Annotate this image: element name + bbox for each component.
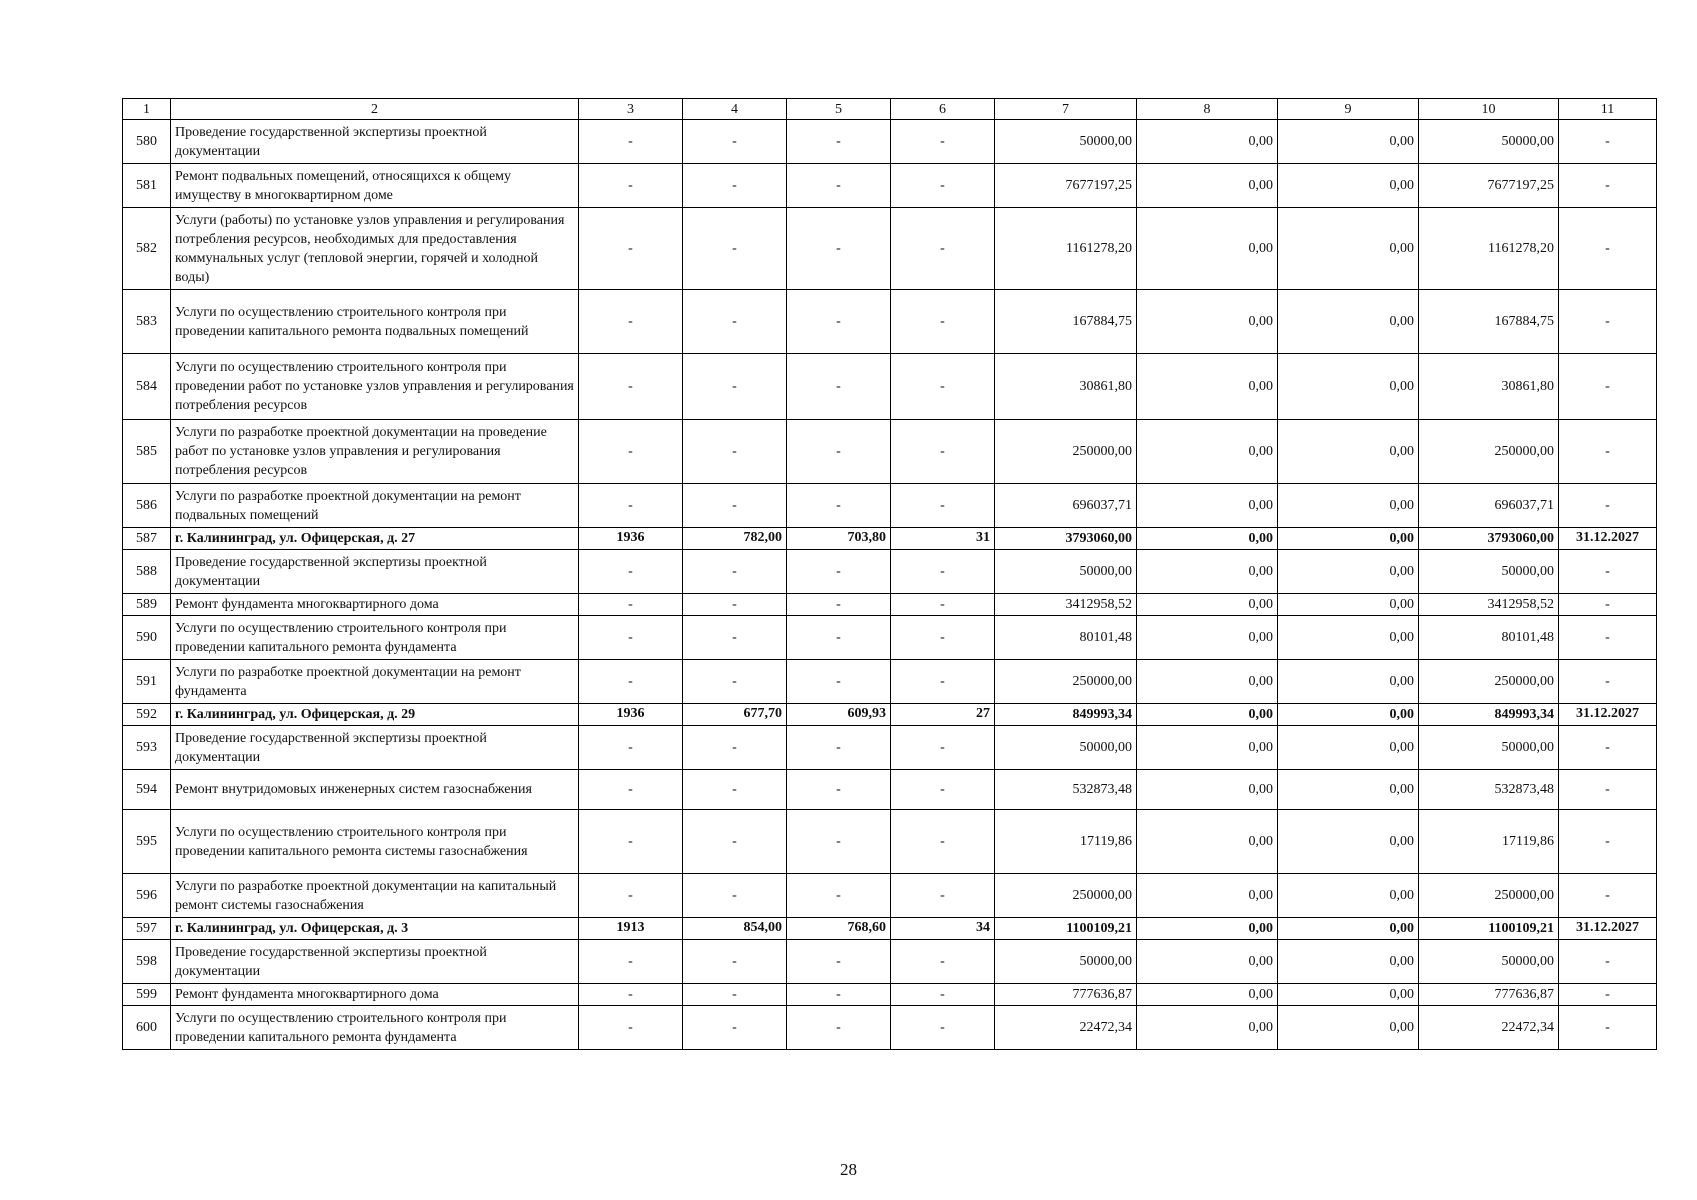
area-living-cell: - [787,120,891,164]
item-name-cell: Услуги (работы) по установке узлов управления и регулирования потребления ресурсов, необходимых для предоставления коммунальных услуг (тепловой энергии, горячей и холодной воды) [171,208,579,290]
cost-owners-cell: 167884,75 [1419,290,1559,354]
item-name-cell: Услуги по осуществлению строительного контроля при проведении капитального ремонта подвальных помещений [171,290,579,354]
cost-total-cell: 3412958,52 [995,594,1137,616]
header-cell: 7 [995,99,1137,120]
cost-fund-cell: 0,00 [1137,984,1278,1006]
row-number-cell: 597 [123,918,171,940]
area-total-cell: - [683,164,787,208]
year-cell: - [579,726,683,770]
area-living-cell: - [787,940,891,984]
row-number-cell: 594 [123,770,171,810]
header-cell: 5 [787,99,891,120]
area-total-cell: - [683,810,787,874]
year-cell: - [579,120,683,164]
document-sheet [122,98,1656,1050]
year-cell: - [579,594,683,616]
area-living-cell: - [787,984,891,1006]
residents-cell: - [891,616,995,660]
cost-fund-cell: 0,00 [1137,874,1278,918]
area-living-cell: - [787,616,891,660]
year-cell: - [579,290,683,354]
cost-fund-cell: 0,00 [1137,484,1278,528]
cost-fund-cell: 0,00 [1137,550,1278,594]
cost-budget-cell: 0,00 [1278,120,1419,164]
cost-total-cell: 50000,00 [995,120,1137,164]
header-cell: 9 [1278,99,1419,120]
work-item-row [123,484,1657,528]
row-number-cell: 591 [123,660,171,704]
cost-owners-cell: 849993,34 [1419,704,1559,726]
area-living-cell: - [787,420,891,484]
residents-cell: - [891,1006,995,1050]
area-total-cell: - [683,550,787,594]
area-living-cell: - [787,550,891,594]
residents-cell: 31 [891,528,995,550]
item-name-cell: Ремонт фундамента многоквартирного дома [171,594,579,616]
work-item-row [123,770,1657,810]
residents-cell: - [891,354,995,420]
area-total-cell: - [683,940,787,984]
residents-cell: - [891,726,995,770]
header-cell: 1 [123,99,171,120]
cost-fund-cell: 0,00 [1137,420,1278,484]
work-item-row [123,726,1657,770]
work-item-row [123,550,1657,594]
area-living-cell: - [787,290,891,354]
header-cell: 6 [891,99,995,120]
item-name-cell: Услуги по осуществлению строительного контроля при проведении капитального ремонта фундамента [171,616,579,660]
deadline-cell: - [1559,208,1657,290]
cost-budget-cell: 0,00 [1278,616,1419,660]
cost-owners-cell: 777636,87 [1419,984,1559,1006]
area-total-cell: - [683,726,787,770]
residents-cell: - [891,770,995,810]
residents-cell: - [891,290,995,354]
cost-owners-cell: 250000,00 [1419,874,1559,918]
row-number-cell: 598 [123,940,171,984]
area-total-cell: - [683,984,787,1006]
cost-total-cell: 7677197,25 [995,164,1137,208]
work-item-row [123,164,1657,208]
residents-cell: - [891,208,995,290]
area-living-cell: - [787,770,891,810]
cost-total-cell: 50000,00 [995,726,1137,770]
item-name-cell: г. Калининград, ул. Офицерская, д. 3 [171,918,579,940]
area-total-cell: - [683,484,787,528]
deadline-cell: - [1559,1006,1657,1050]
row-number-cell: 592 [123,704,171,726]
year-cell: - [579,420,683,484]
area-living-cell: - [787,354,891,420]
deadline-cell: - [1559,484,1657,528]
cost-total-cell: 250000,00 [995,660,1137,704]
work-item-row [123,874,1657,918]
row-number-cell: 584 [123,354,171,420]
item-name-cell: Услуги по осуществлению строительного контроля при проведении работ по установке узлов управления и регулирования потребления ресурсов [171,354,579,420]
item-name-cell: Ремонт подвальных помещений, относящихся к общему имуществу в многоквартирном доме [171,164,579,208]
area-total-cell: - [683,208,787,290]
residents-cell: - [891,420,995,484]
row-number-cell: 587 [123,528,171,550]
cost-budget-cell: 0,00 [1278,290,1419,354]
cost-owners-cell: 7677197,25 [1419,164,1559,208]
deadline-cell: 31.12.2027 [1559,528,1657,550]
cost-fund-cell: 0,00 [1137,354,1278,420]
header-cell: 2 [171,99,579,120]
residents-cell: - [891,660,995,704]
cost-fund-cell: 0,00 [1137,1006,1278,1050]
work-item-row [123,420,1657,484]
item-name-cell: Проведение государственной экспертизы проектной документации [171,550,579,594]
deadline-cell: - [1559,420,1657,484]
cost-fund-cell: 0,00 [1137,726,1278,770]
cost-fund-cell: 0,00 [1137,528,1278,550]
cost-total-cell: 849993,34 [995,704,1137,726]
header-cell: 10 [1419,99,1559,120]
deadline-cell: - [1559,770,1657,810]
residents-cell: - [891,550,995,594]
row-number-cell: 588 [123,550,171,594]
year-cell: 1913 [579,918,683,940]
work-item-row [123,810,1657,874]
deadline-cell: 31.12.2027 [1559,918,1657,940]
deadline-cell: - [1559,594,1657,616]
cost-budget-cell: 0,00 [1278,484,1419,528]
year-cell: - [579,810,683,874]
deadline-cell: 31.12.2027 [1559,704,1657,726]
year-cell: - [579,616,683,660]
item-name-cell: Услуги по разработке проектной документации на проведение работ по установке узлов управления и регулирования потребления ресурсов [171,420,579,484]
cost-total-cell: 250000,00 [995,874,1137,918]
row-number-cell: 600 [123,1006,171,1050]
year-cell: - [579,484,683,528]
address-row [123,704,1657,726]
area-total-cell: - [683,120,787,164]
cost-fund-cell: 0,00 [1137,704,1278,726]
cost-fund-cell: 0,00 [1137,120,1278,164]
year-cell: - [579,1006,683,1050]
cost-owners-cell: 30861,80 [1419,354,1559,420]
cost-owners-cell: 50000,00 [1419,726,1559,770]
year-cell: 1936 [579,704,683,726]
area-living-cell: - [787,726,891,770]
cost-total-cell: 3793060,00 [995,528,1137,550]
residents-cell: - [891,120,995,164]
header-cell: 4 [683,99,787,120]
cost-budget-cell: 0,00 [1278,528,1419,550]
row-number-cell: 595 [123,810,171,874]
item-name-cell: Услуги по разработке проектной документации на ремонт подвальных помещений [171,484,579,528]
area-total-cell: - [683,770,787,810]
header-cell: 11 [1559,99,1657,120]
residents-cell: - [891,940,995,984]
deadline-cell: - [1559,550,1657,594]
work-item-row [123,1006,1657,1050]
year-cell: - [579,550,683,594]
year-cell: - [579,660,683,704]
cost-total-cell: 30861,80 [995,354,1137,420]
cost-fund-cell: 0,00 [1137,770,1278,810]
cost-fund-cell: 0,00 [1137,594,1278,616]
cost-budget-cell: 0,00 [1278,594,1419,616]
area-living-cell: - [787,594,891,616]
address-row [123,528,1657,550]
residents-cell: - [891,594,995,616]
cost-fund-cell: 0,00 [1137,164,1278,208]
work-item-row [123,208,1657,290]
area-total-cell: - [683,1006,787,1050]
area-total-cell: 677,70 [683,704,787,726]
cost-owners-cell: 3412958,52 [1419,594,1559,616]
deadline-cell: - [1559,940,1657,984]
cost-owners-cell: 3793060,00 [1419,528,1559,550]
deadline-cell: - [1559,984,1657,1006]
deadline-cell: - [1559,290,1657,354]
residents-cell: - [891,984,995,1006]
cost-total-cell: 250000,00 [995,420,1137,484]
area-living-cell: 768,60 [787,918,891,940]
item-name-cell: Проведение государственной экспертизы проектной документации [171,120,579,164]
cost-budget-cell: 0,00 [1278,164,1419,208]
area-living-cell: 609,93 [787,704,891,726]
row-number-cell: 596 [123,874,171,918]
work-item-row [123,354,1657,420]
deadline-cell: - [1559,726,1657,770]
cost-budget-cell: 0,00 [1278,420,1419,484]
cost-budget-cell: 0,00 [1278,660,1419,704]
item-name-cell: Услуги по разработке проектной документации на ремонт фундамента [171,660,579,704]
cost-fund-cell: 0,00 [1137,290,1278,354]
area-living-cell: - [787,660,891,704]
area-total-cell: - [683,420,787,484]
row-number-cell: 586 [123,484,171,528]
cost-budget-cell: 0,00 [1278,550,1419,594]
deadline-cell: - [1559,354,1657,420]
work-item-row [123,940,1657,984]
cost-owners-cell: 1100109,21 [1419,918,1559,940]
work-item-row [123,290,1657,354]
cost-fund-cell: 0,00 [1137,940,1278,984]
item-name-cell: Услуги по разработке проектной документации на капитальный ремонт системы газоснабжения [171,874,579,918]
item-name-cell: Ремонт внутридомовых инженерных систем газоснабжения [171,770,579,810]
cost-owners-cell: 17119,86 [1419,810,1559,874]
row-number-cell: 593 [123,726,171,770]
cost-total-cell: 80101,48 [995,616,1137,660]
row-number-cell: 583 [123,290,171,354]
work-item-row [123,660,1657,704]
cost-total-cell: 17119,86 [995,810,1137,874]
header-cell: 3 [579,99,683,120]
cost-fund-cell: 0,00 [1137,918,1278,940]
item-name-cell: Услуги по осуществлению строительного контроля при проведении капитального ремонта системы газоснабжения [171,810,579,874]
cost-owners-cell: 532873,48 [1419,770,1559,810]
residents-cell: - [891,484,995,528]
row-number-cell: 582 [123,208,171,290]
item-name-cell: Проведение государственной экспертизы проектной документации [171,726,579,770]
cost-budget-cell: 0,00 [1278,770,1419,810]
residents-cell: 34 [891,918,995,940]
cost-budget-cell: 0,00 [1278,810,1419,874]
residents-cell: 27 [891,704,995,726]
cost-budget-cell: 0,00 [1278,1006,1419,1050]
area-total-cell: - [683,594,787,616]
deadline-cell: - [1559,810,1657,874]
deadline-cell: - [1559,660,1657,704]
area-living-cell: - [787,1006,891,1050]
item-name-cell: Проведение государственной экспертизы проектной документации [171,940,579,984]
cost-budget-cell: 0,00 [1278,726,1419,770]
area-total-cell: - [683,290,787,354]
item-name-cell: Услуги по осуществлению строительного контроля при проведении капитального ремонта фундамента [171,1006,579,1050]
cost-owners-cell: 696037,71 [1419,484,1559,528]
cost-total-cell: 532873,48 [995,770,1137,810]
cost-budget-cell: 0,00 [1278,940,1419,984]
deadline-cell: - [1559,616,1657,660]
cost-owners-cell: 22472,34 [1419,1006,1559,1050]
cost-owners-cell: 1161278,20 [1419,208,1559,290]
cost-total-cell: 50000,00 [995,550,1137,594]
cost-fund-cell: 0,00 [1137,660,1278,704]
cost-total-cell: 696037,71 [995,484,1137,528]
row-number-cell: 599 [123,984,171,1006]
area-total-cell: 854,00 [683,918,787,940]
cost-total-cell: 167884,75 [995,290,1137,354]
work-item-row [123,616,1657,660]
cost-total-cell: 1100109,21 [995,918,1137,940]
area-total-cell: 782,00 [683,528,787,550]
header-cell: 8 [1137,99,1278,120]
year-cell: - [579,164,683,208]
cost-owners-cell: 250000,00 [1419,420,1559,484]
cost-fund-cell: 0,00 [1137,208,1278,290]
cost-fund-cell: 0,00 [1137,810,1278,874]
deadline-cell: - [1559,164,1657,208]
cost-budget-cell: 0,00 [1278,874,1419,918]
page-number: 28 [840,1160,857,1179]
item-name-cell: г. Калининград, ул. Офицерская, д. 27 [171,528,579,550]
row-number-cell: 580 [123,120,171,164]
cost-owners-cell: 50000,00 [1419,550,1559,594]
cost-budget-cell: 0,00 [1278,704,1419,726]
deadline-cell: - [1559,120,1657,164]
area-total-cell: - [683,660,787,704]
address-row [123,918,1657,940]
cost-total-cell: 1161278,20 [995,208,1137,290]
area-total-cell: - [683,616,787,660]
cost-total-cell: 50000,00 [995,940,1137,984]
year-cell: - [579,984,683,1006]
repair-program-table [122,98,1657,1050]
cost-owners-cell: 50000,00 [1419,120,1559,164]
cost-fund-cell: 0,00 [1137,616,1278,660]
cost-owners-cell: 250000,00 [1419,660,1559,704]
item-name-cell: Ремонт фундамента многоквартирного дома [171,984,579,1006]
work-item-row [123,984,1657,1006]
row-number-cell: 585 [123,420,171,484]
residents-cell: - [891,874,995,918]
row-number-cell: 589 [123,594,171,616]
year-cell: - [579,940,683,984]
row-number-cell: 581 [123,164,171,208]
area-living-cell: - [787,484,891,528]
year-cell: - [579,874,683,918]
area-living-cell: - [787,874,891,918]
year-cell: - [579,208,683,290]
cost-owners-cell: 80101,48 [1419,616,1559,660]
year-cell: - [579,354,683,420]
residents-cell: - [891,164,995,208]
table-body [123,99,1657,1050]
area-total-cell: - [683,354,787,420]
header-row [123,99,1657,120]
item-name-cell: г. Калининград, ул. Офицерская, д. 29 [171,704,579,726]
area-living-cell: - [787,810,891,874]
year-cell: - [579,770,683,810]
area-total-cell: - [683,874,787,918]
deadline-cell: - [1559,874,1657,918]
year-cell: 1936 [579,528,683,550]
area-living-cell: - [787,208,891,290]
cost-total-cell: 777636,87 [995,984,1137,1006]
cost-owners-cell: 50000,00 [1419,940,1559,984]
cost-total-cell: 22472,34 [995,1006,1137,1050]
cost-budget-cell: 0,00 [1278,918,1419,940]
area-living-cell: 703,80 [787,528,891,550]
cost-budget-cell: 0,00 [1278,208,1419,290]
work-item-row [123,594,1657,616]
work-item-row [123,120,1657,164]
residents-cell: - [891,810,995,874]
area-living-cell: - [787,164,891,208]
row-number-cell: 590 [123,616,171,660]
cost-budget-cell: 0,00 [1278,354,1419,420]
cost-budget-cell: 0,00 [1278,984,1419,1006]
